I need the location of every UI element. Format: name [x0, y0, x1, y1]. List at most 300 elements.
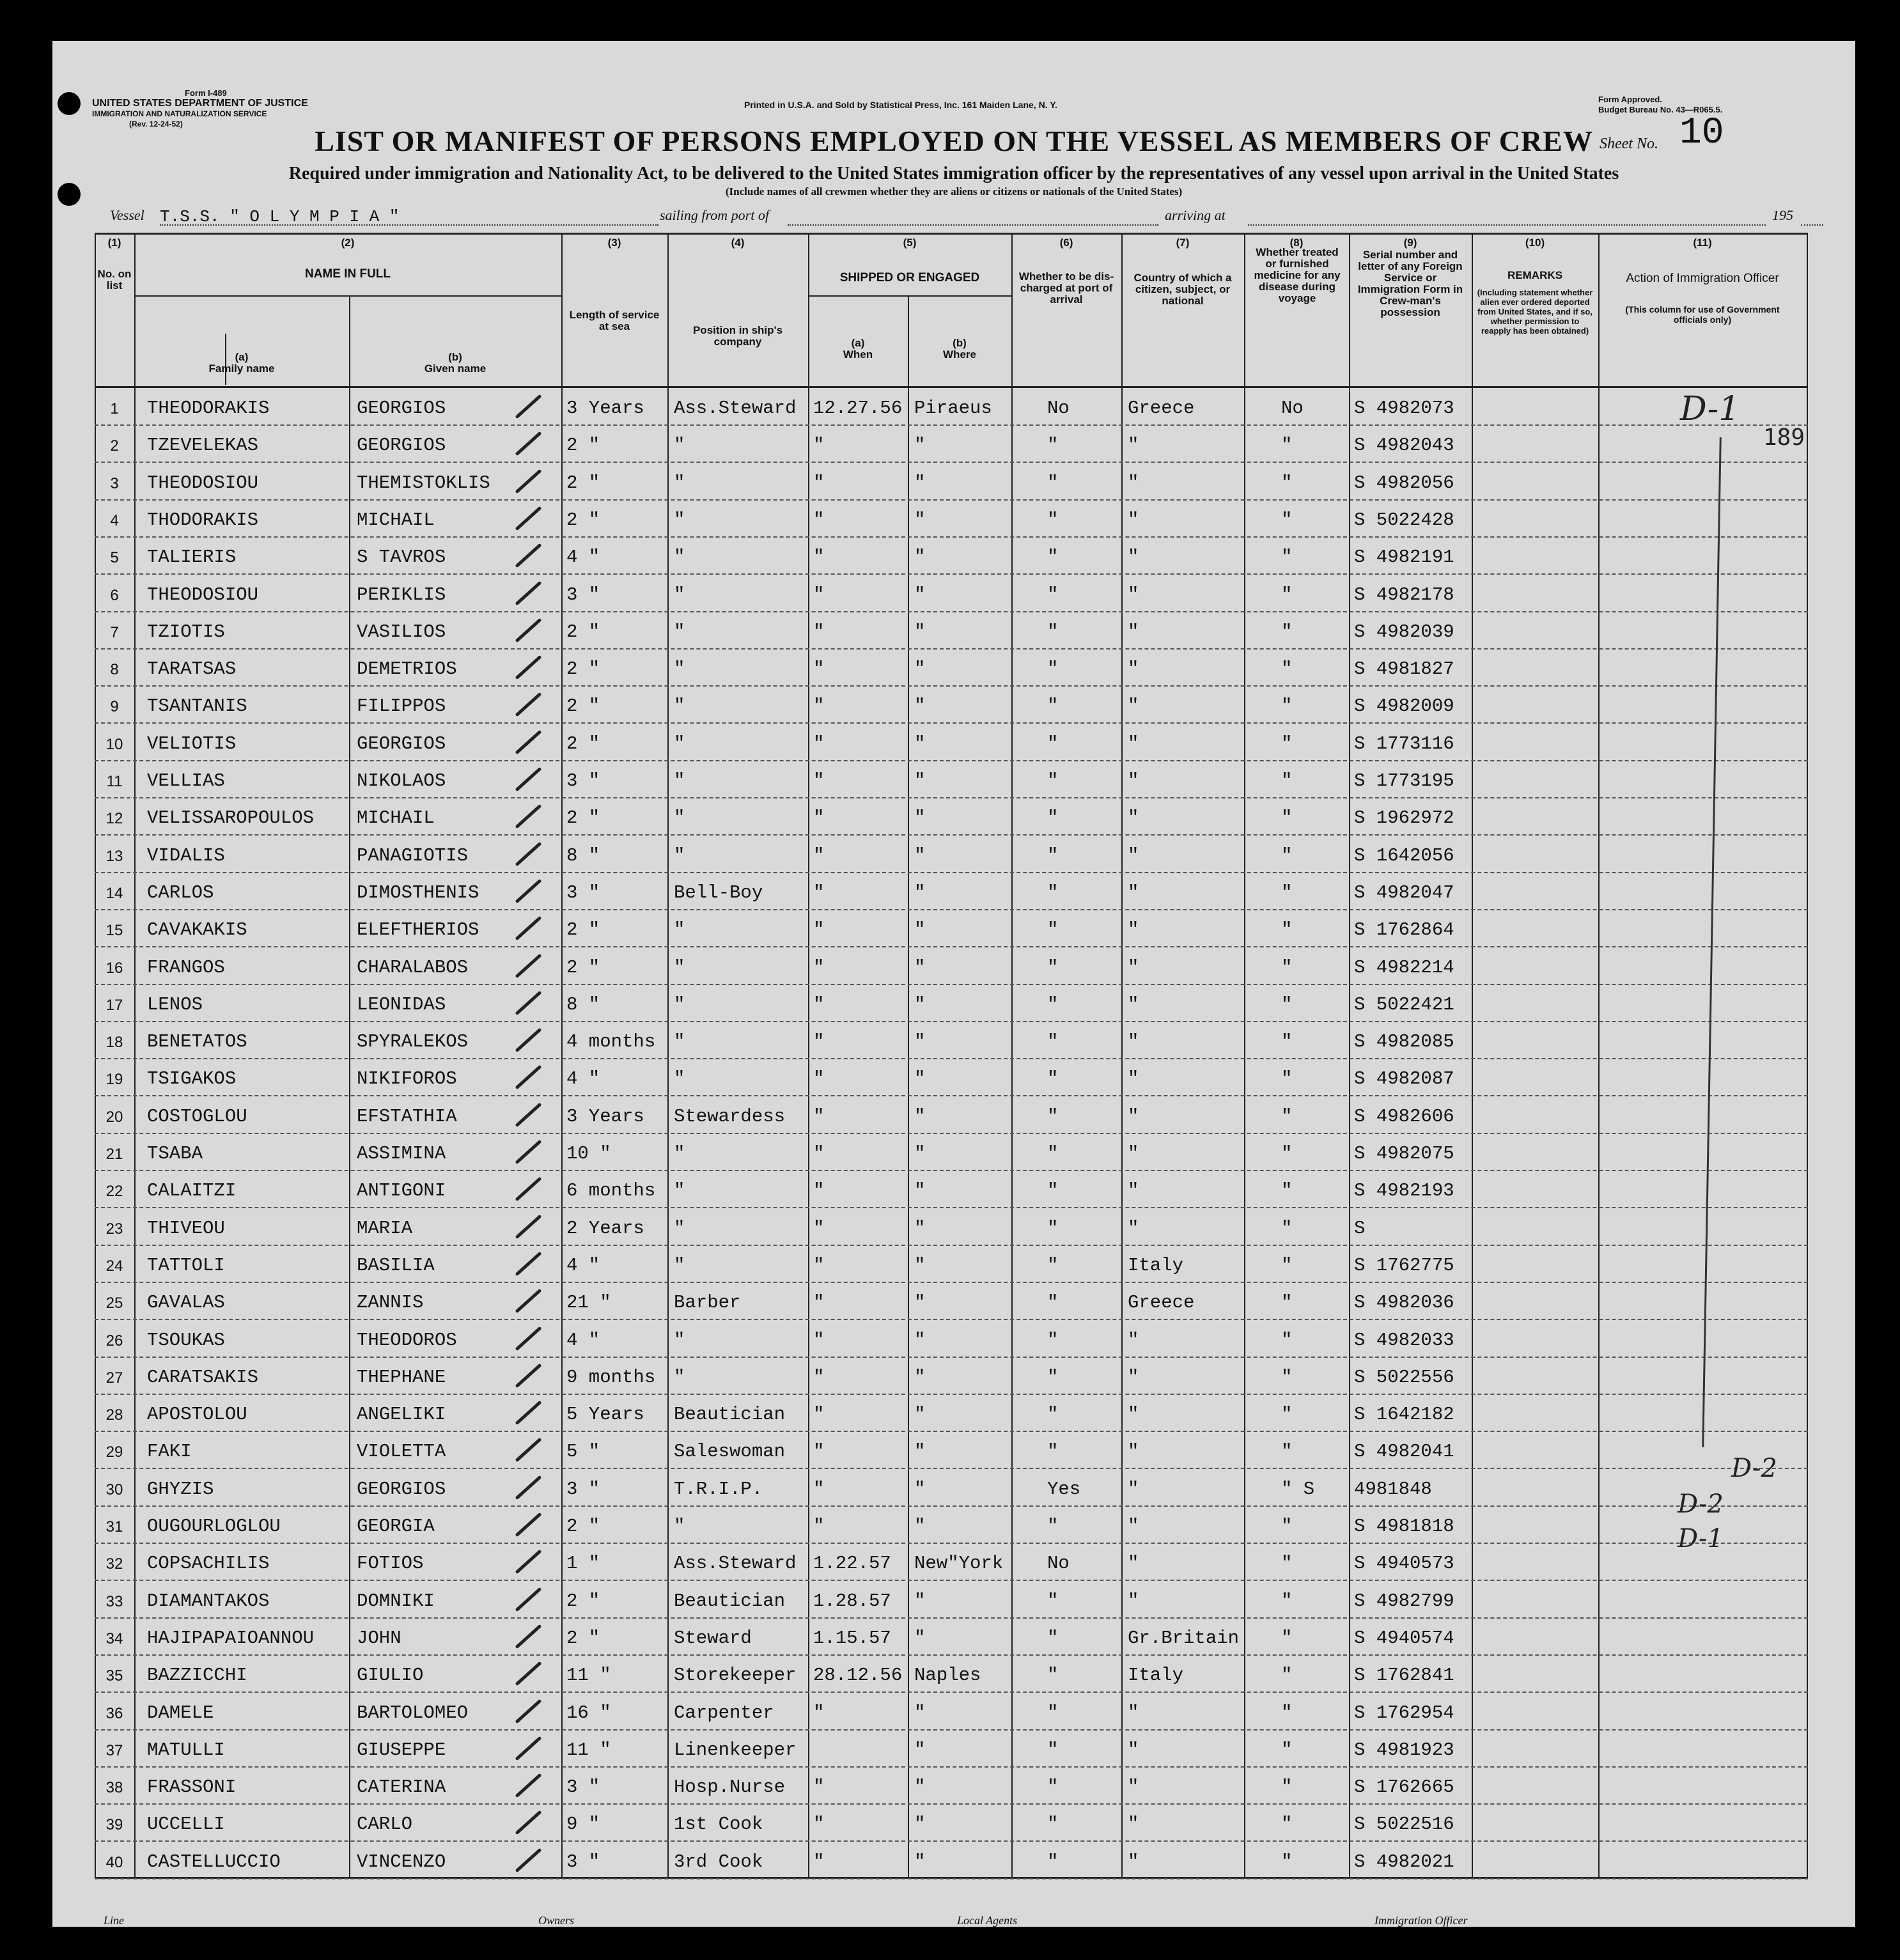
cell-position: " [674, 584, 685, 605]
table-row [95, 760, 1808, 798]
cell-position: Linenkeeper [674, 1739, 797, 1761]
cell-medicine: " [1281, 1516, 1293, 1537]
cell-given: NIKOLAOS [357, 770, 446, 791]
cell-num: 23 [105, 1220, 123, 1238]
table-row [95, 723, 1808, 761]
cell-country: " [1128, 1851, 1139, 1872]
handwritten-count: 189 [1763, 424, 1805, 451]
cell-position: " [674, 1516, 685, 1537]
cell-when: " [813, 1366, 825, 1388]
cell-num: 40 [105, 1853, 123, 1871]
tick-mark-icon [515, 991, 542, 1016]
cell-country: " [1128, 547, 1139, 568]
col-head-country: Country of which a citizen, subject, or national [1133, 272, 1232, 307]
cell-num: 38 [105, 1779, 123, 1797]
cell-length: 2 " [566, 472, 600, 494]
cell-length: 2 " [566, 1590, 600, 1612]
cell-serial: S 1762775 [1354, 1254, 1454, 1276]
cell-family: TATTOLI [147, 1254, 225, 1276]
manifest-sheet [52, 41, 1855, 1927]
tick-mark-icon [515, 879, 542, 904]
cell-position: Steward [674, 1627, 752, 1649]
page-subtitle: Required under immigration and Nationality Act, to be delivered to the United States immigration officer by the representatives of any vessel upon arrival in the United States [288, 164, 1619, 183]
cell-given: GEORGIOS [357, 733, 446, 754]
cell-position: " [674, 1329, 685, 1351]
year-label: 195 [1772, 207, 1793, 223]
cell-num: 26 [105, 1332, 123, 1349]
cell-where: " [914, 882, 926, 903]
cell-length: 4 " [566, 1254, 600, 1276]
cell-length: 8 " [566, 844, 600, 866]
cell-disch: " [1047, 1702, 1059, 1723]
table-row [95, 1505, 1808, 1544]
cell-serial: S 4982073 [1354, 398, 1454, 419]
cell-serial: S 4982799 [1354, 1590, 1454, 1612]
cell-position: " [674, 956, 685, 978]
cell-where: " [914, 658, 926, 680]
cell-when: " [813, 1777, 825, 1798]
tick-mark-icon [515, 1513, 542, 1537]
tick-mark-icon [515, 1214, 542, 1239]
cell-family: FRANGOS [147, 956, 225, 978]
table-row [95, 909, 1808, 947]
cell-given: GIUSEPPE [357, 1739, 446, 1761]
cell-family: CAVAKAKIS [147, 919, 247, 941]
cell-when: " [813, 770, 825, 791]
cell-position: " [674, 1254, 685, 1276]
table-row [95, 1692, 1808, 1731]
cell-disch: " [1047, 844, 1059, 866]
table-row [95, 1654, 1808, 1693]
cell-given: LEONIDAS [357, 993, 446, 1015]
cell-medicine: " [1281, 1143, 1293, 1164]
cell-where: " [914, 547, 926, 568]
cell-given: VINCENZO [357, 1851, 446, 1872]
cell-country: " [1128, 1329, 1139, 1351]
cell-num: 15 [105, 922, 123, 940]
cell-num: 2 [110, 437, 119, 455]
cell-serial: S 1773116 [1354, 733, 1454, 754]
cell-serial: S 4982606 [1354, 1105, 1454, 1127]
cell-country: " [1128, 807, 1139, 829]
cell-length: 3 " [566, 584, 600, 605]
cell-country: " [1128, 1590, 1139, 1612]
col-head-given-tag: (b) [448, 351, 462, 363]
cell-family: TSOUKAS [147, 1329, 225, 1351]
col-head-when-tag: (a) [851, 337, 865, 349]
cell-given: DEMETRIOS [357, 658, 457, 680]
cell-when: " [813, 1441, 825, 1463]
cell-serial: S 1762665 [1354, 1777, 1454, 1798]
cell-country: " [1128, 1553, 1139, 1575]
cell-num: 19 [105, 1071, 123, 1089]
cell-position: " [674, 658, 685, 680]
cell-when: " [813, 1702, 825, 1723]
col-head-position: Position in ship's company [692, 324, 783, 348]
cell-family: THEODOSIOU [147, 584, 259, 605]
cell-family: CASTELLUCCIO [147, 1851, 281, 1872]
cell-num: 22 [105, 1183, 123, 1201]
cell-country: " [1128, 1516, 1139, 1537]
sailing-label: sailing from port of [660, 207, 769, 223]
cell-serial: S 4982036 [1354, 1292, 1454, 1314]
cell-where: " [914, 1814, 926, 1835]
col-num-9: (9) [1403, 237, 1417, 249]
cell-num: 9 [110, 698, 119, 716]
cell-country: " [1128, 696, 1139, 717]
cell-medicine: " [1281, 1553, 1293, 1575]
cell-disch: " [1047, 1217, 1059, 1239]
cell-serial: S 4982087 [1354, 1068, 1454, 1090]
tick-mark-icon [515, 953, 542, 978]
cell-disch: " [1047, 1404, 1059, 1426]
footer-agents-label: Local Agents [957, 1914, 1018, 1927]
cell-when: 1.22.57 [813, 1553, 891, 1575]
table-row [95, 1096, 1808, 1134]
cell-disch: " [1047, 919, 1059, 941]
cell-given: THEPHANE [357, 1366, 446, 1388]
tick-mark-icon [515, 1102, 542, 1127]
cell-num: 37 [105, 1741, 123, 1759]
cell-disch: " [1047, 1031, 1059, 1053]
cell-medicine: " [1281, 472, 1293, 494]
cell-disch: Yes [1047, 1478, 1081, 1500]
cell-length: 4 months [566, 1031, 656, 1053]
cell-medicine: " [1281, 1254, 1293, 1276]
cell-length: 2 " [566, 1627, 600, 1649]
sheet-number: 10 [1679, 113, 1724, 154]
cell-family: DAMELE [147, 1702, 214, 1723]
table-row [95, 1803, 1808, 1842]
tick-mark-icon [515, 618, 542, 643]
cell-medicine: " [1281, 807, 1293, 829]
cell-disch: " [1047, 1627, 1059, 1649]
cell-serial: S 4982021 [1354, 1851, 1454, 1872]
cell-position: " [674, 993, 685, 1015]
cell-serial: S 1962972 [1354, 807, 1454, 829]
cell-where: " [914, 1478, 926, 1500]
cell-position: Storekeeper [674, 1665, 797, 1686]
cell-num: 30 [105, 1481, 123, 1498]
cell-when: " [813, 1851, 825, 1872]
cell-where: " [914, 1105, 926, 1127]
tick-mark-icon [515, 1475, 542, 1500]
cell-when: " [813, 1292, 825, 1314]
cell-medicine: " [1281, 1851, 1293, 1872]
col-head-remarks-note: (Including statement whether alien ever ordered deported from United States, and if so, whether permission to reapply has been obtained) [1477, 288, 1593, 336]
cell-family: TALIERIS [147, 547, 237, 568]
table-row [95, 947, 1808, 985]
cell-country: " [1128, 733, 1139, 754]
cell-where: " [914, 1068, 926, 1090]
footer-line-label: Line [104, 1914, 125, 1927]
col-num-5: (5) [903, 237, 917, 249]
cell-serial: 4981848 [1354, 1478, 1432, 1500]
cell-where: " [914, 1254, 926, 1276]
cell-disch: " [1047, 1665, 1059, 1686]
cell-num: 34 [105, 1629, 123, 1647]
cell-family: VELISSAROPOULOS [147, 807, 315, 829]
cell-disch: " [1047, 993, 1059, 1015]
cell-given: FOTIOS [357, 1553, 424, 1575]
col-num-3: (3) [607, 237, 621, 249]
cell-given: GEORGIA [357, 1516, 435, 1537]
col-head-family-tag: (a) [235, 351, 249, 363]
tick-mark-icon [515, 655, 542, 680]
cell-position: Hosp.Nurse [674, 1777, 786, 1798]
cell-medicine: " [1281, 1441, 1293, 1463]
cell-position: " [674, 1068, 685, 1090]
cell-when: " [813, 882, 825, 903]
cell-num: 21 [105, 1146, 123, 1163]
cell-position: " [674, 1143, 685, 1164]
cell-family: BENETATOS [147, 1031, 247, 1053]
col-head-serial: Serial number and letter of any Foreign Service or Immigration Form in Crew-man's possession [1357, 249, 1463, 318]
table-row [95, 387, 1808, 426]
cell-serial: S 4981923 [1354, 1739, 1454, 1761]
cell-country: " [1128, 1478, 1139, 1500]
cell-given: FILIPPOS [357, 696, 446, 717]
vessel-label: Vessel [110, 207, 144, 223]
cell-country: " [1128, 509, 1139, 531]
cell-when: " [813, 1814, 825, 1835]
cell-medicine: " S [1281, 1478, 1315, 1500]
cell-num: 1 [110, 400, 119, 417]
cell-when: " [813, 733, 825, 754]
cell-family: THODORAKIS [147, 509, 259, 531]
cell-num: 31 [105, 1518, 123, 1536]
punch-hole [58, 92, 81, 115]
cell-medicine: " [1281, 770, 1293, 791]
cell-position: Carpenter [674, 1702, 774, 1723]
cell-num: 14 [105, 884, 123, 902]
col-num-6: (6) [1059, 237, 1073, 249]
cell-medicine: " [1281, 1627, 1293, 1649]
cell-where: " [914, 844, 926, 866]
cell-disch: " [1047, 1590, 1059, 1612]
cell-position: " [674, 844, 685, 866]
tick-mark-icon [515, 1065, 542, 1090]
col-head-medicine: Whether treated or furnished medicine for any disease during voyage [1254, 246, 1341, 304]
table-row [95, 797, 1808, 836]
form-revision: (Rev. 12-24-52) [129, 120, 183, 128]
cell-length: 4 " [566, 1329, 600, 1351]
table-row [95, 611, 1808, 649]
col-head-action-note: (This column for use of Government officials only) [1625, 304, 1780, 325]
cell-given: GEORGIOS [357, 398, 446, 419]
cell-country: " [1128, 1777, 1139, 1798]
cell-family: VELLIAS [147, 770, 225, 791]
cell-family: CARATSAKIS [147, 1366, 259, 1388]
cell-serial: S 5022421 [1354, 993, 1454, 1015]
cell-family: LENOS [147, 993, 203, 1015]
cell-length: 2 " [566, 1516, 600, 1537]
cell-medicine: " [1281, 956, 1293, 978]
tick-mark-icon [515, 469, 542, 494]
cell-given: ANGELIKI [357, 1404, 446, 1426]
tick-mark-icon [515, 1252, 542, 1277]
cell-position: Beautician [674, 1404, 786, 1426]
officer-mark-row30: D-2 [1731, 1454, 1777, 1483]
cell-serial: S 1773195 [1354, 770, 1454, 791]
col-head-given: Given name [424, 362, 487, 375]
cell-country: Italy [1128, 1254, 1184, 1276]
cell-position: " [674, 1031, 685, 1053]
cell-serial: S 4982009 [1354, 696, 1454, 717]
cell-disch: " [1047, 882, 1059, 903]
table-row [95, 685, 1808, 724]
cell-num: 8 [110, 661, 119, 679]
cell-medicine: " [1281, 509, 1293, 531]
cell-length: 2 " [566, 733, 600, 754]
vessel-name: T.S.S. " O L Y M P I A " [160, 207, 400, 226]
approval-line-1: Form Approved. [1598, 95, 1662, 104]
cell-where: " [914, 956, 926, 978]
cell-length: 3 Years [566, 398, 644, 419]
table-row [95, 648, 1808, 687]
cell-disch: " [1047, 1366, 1059, 1388]
cell-when: " [813, 584, 825, 605]
cell-when: 1.28.57 [813, 1590, 891, 1612]
cell-medicine: " [1281, 1217, 1293, 1239]
cell-length: 6 months [566, 1180, 656, 1202]
cell-where: " [914, 770, 926, 791]
cell-family: HAJIPAPAIOANNOU [147, 1627, 315, 1649]
tick-mark-icon [515, 1326, 542, 1351]
cell-family: COSTOGLOU [147, 1105, 247, 1127]
col-num-11: (11) [1693, 237, 1712, 249]
cell-disch: " [1047, 956, 1059, 978]
cell-given: CHARALABOS [357, 956, 469, 978]
cell-num: 11 [106, 773, 123, 790]
cell-where: " [914, 919, 926, 941]
cell-serial: S 4940573 [1354, 1553, 1454, 1575]
cell-disch: No [1047, 398, 1070, 419]
cell-num: 5 [110, 549, 119, 567]
cell-given: JOHN [357, 1627, 401, 1649]
cell-country: " [1128, 882, 1139, 903]
cell-position: " [674, 1217, 685, 1239]
cell-family: CARLOS [147, 882, 214, 903]
cell-family: FRASSONI [147, 1777, 237, 1798]
col-head-no: No. on list [97, 268, 132, 292]
cell-country: " [1128, 1068, 1139, 1090]
table-row [95, 1431, 1808, 1469]
page-subnote: (Include names of all crewmen whether they are aliens or citizens or nationals of the United States) [725, 185, 1183, 198]
cell-position: " [674, 770, 685, 791]
col-num-8: (8) [1289, 237, 1304, 249]
cell-when: " [813, 1329, 825, 1351]
cell-medicine: " [1281, 584, 1293, 605]
cell-when: " [813, 1254, 825, 1276]
cell-position: 3rd Cook [674, 1851, 763, 1872]
cell-when: " [813, 1031, 825, 1053]
cell-medicine: No [1281, 398, 1304, 419]
cell-length: 2 " [566, 919, 600, 941]
tick-mark-icon [515, 1661, 542, 1686]
cell-given: THEMISTOKLIS [357, 472, 490, 494]
cell-position: " [674, 1180, 685, 1202]
cell-serial: S 4982193 [1354, 1180, 1454, 1202]
cell-serial: S 4982043 [1354, 435, 1454, 456]
footer-officer-label: Immigration Officer [1374, 1914, 1468, 1927]
cell-country: " [1128, 993, 1139, 1015]
tick-mark-icon [515, 543, 542, 568]
cell-where: Naples [914, 1665, 981, 1686]
cell-num: 28 [105, 1406, 123, 1424]
cell-when: 12.27.56 [813, 398, 903, 419]
cell-given: ASSIMINA [357, 1143, 446, 1164]
cell-disch: " [1047, 1254, 1059, 1276]
cell-country: " [1128, 919, 1139, 941]
tick-mark-icon [515, 1401, 542, 1426]
cell-num: 39 [105, 1816, 123, 1834]
cell-serial: S 5022516 [1354, 1814, 1454, 1835]
cell-serial: S 1762864 [1354, 919, 1454, 941]
cell-where: " [914, 1180, 926, 1202]
cell-medicine: " [1281, 1329, 1293, 1351]
cell-disch: " [1047, 1105, 1059, 1127]
cell-country: " [1128, 1814, 1139, 1835]
cell-medicine: " [1281, 1068, 1293, 1090]
officer-mark-row32: D-1 [1678, 1524, 1724, 1553]
cell-medicine: " [1281, 1031, 1293, 1053]
cell-given: THEODOROS [357, 1329, 457, 1351]
col-head-discharge: Whether to be dis-charged at port of arrival [1018, 270, 1114, 306]
cell-disch: " [1047, 1292, 1059, 1314]
cell-disch: " [1047, 658, 1059, 680]
cell-num: 13 [105, 847, 123, 865]
cell-country: " [1128, 621, 1139, 642]
col-num-1: (1) [107, 237, 121, 249]
tick-mark-icon [515, 916, 542, 941]
cell-when: " [813, 1068, 825, 1090]
cell-family: UCCELLI [147, 1814, 225, 1835]
cell-medicine: " [1281, 1404, 1293, 1426]
cell-serial: S 5022428 [1354, 509, 1454, 531]
cell-length: 2 " [566, 509, 600, 531]
cell-position: " [674, 1366, 685, 1388]
table-row [95, 1170, 1808, 1208]
table-row [95, 536, 1808, 575]
cell-length: 2 " [566, 807, 600, 829]
cell-serial: S 4982047 [1354, 882, 1454, 903]
cell-medicine: " [1281, 1292, 1293, 1314]
cell-where: " [914, 1143, 926, 1164]
cell-length: 1 " [566, 1553, 600, 1575]
cell-when: " [813, 1143, 825, 1164]
cell-given: SPYRALEKOS [357, 1031, 469, 1053]
cell-medicine: " [1281, 1180, 1293, 1202]
cell-when: " [813, 919, 825, 941]
cell-serial: S 4982191 [1354, 547, 1454, 568]
cell-country: Gr.Britain [1128, 1627, 1240, 1649]
cell-family: FAKI [147, 1441, 192, 1463]
cell-position: Barber [674, 1292, 741, 1314]
cell-family: MATULLI [147, 1739, 225, 1761]
cell-family: OUGOURLOGLOU [147, 1516, 281, 1537]
cell-country: " [1128, 844, 1139, 866]
cell-medicine: " [1281, 993, 1293, 1015]
cell-family: TSIGAKOS [147, 1068, 237, 1090]
cell-medicine: " [1281, 696, 1293, 717]
cell-num: 16 [105, 959, 123, 977]
cell-country: Greece [1128, 1292, 1195, 1314]
cell-position: Beautician [674, 1590, 786, 1612]
cell-country: " [1128, 1105, 1139, 1127]
cell-given: MARIA [357, 1217, 413, 1239]
cell-given: MICHAIL [357, 509, 435, 531]
